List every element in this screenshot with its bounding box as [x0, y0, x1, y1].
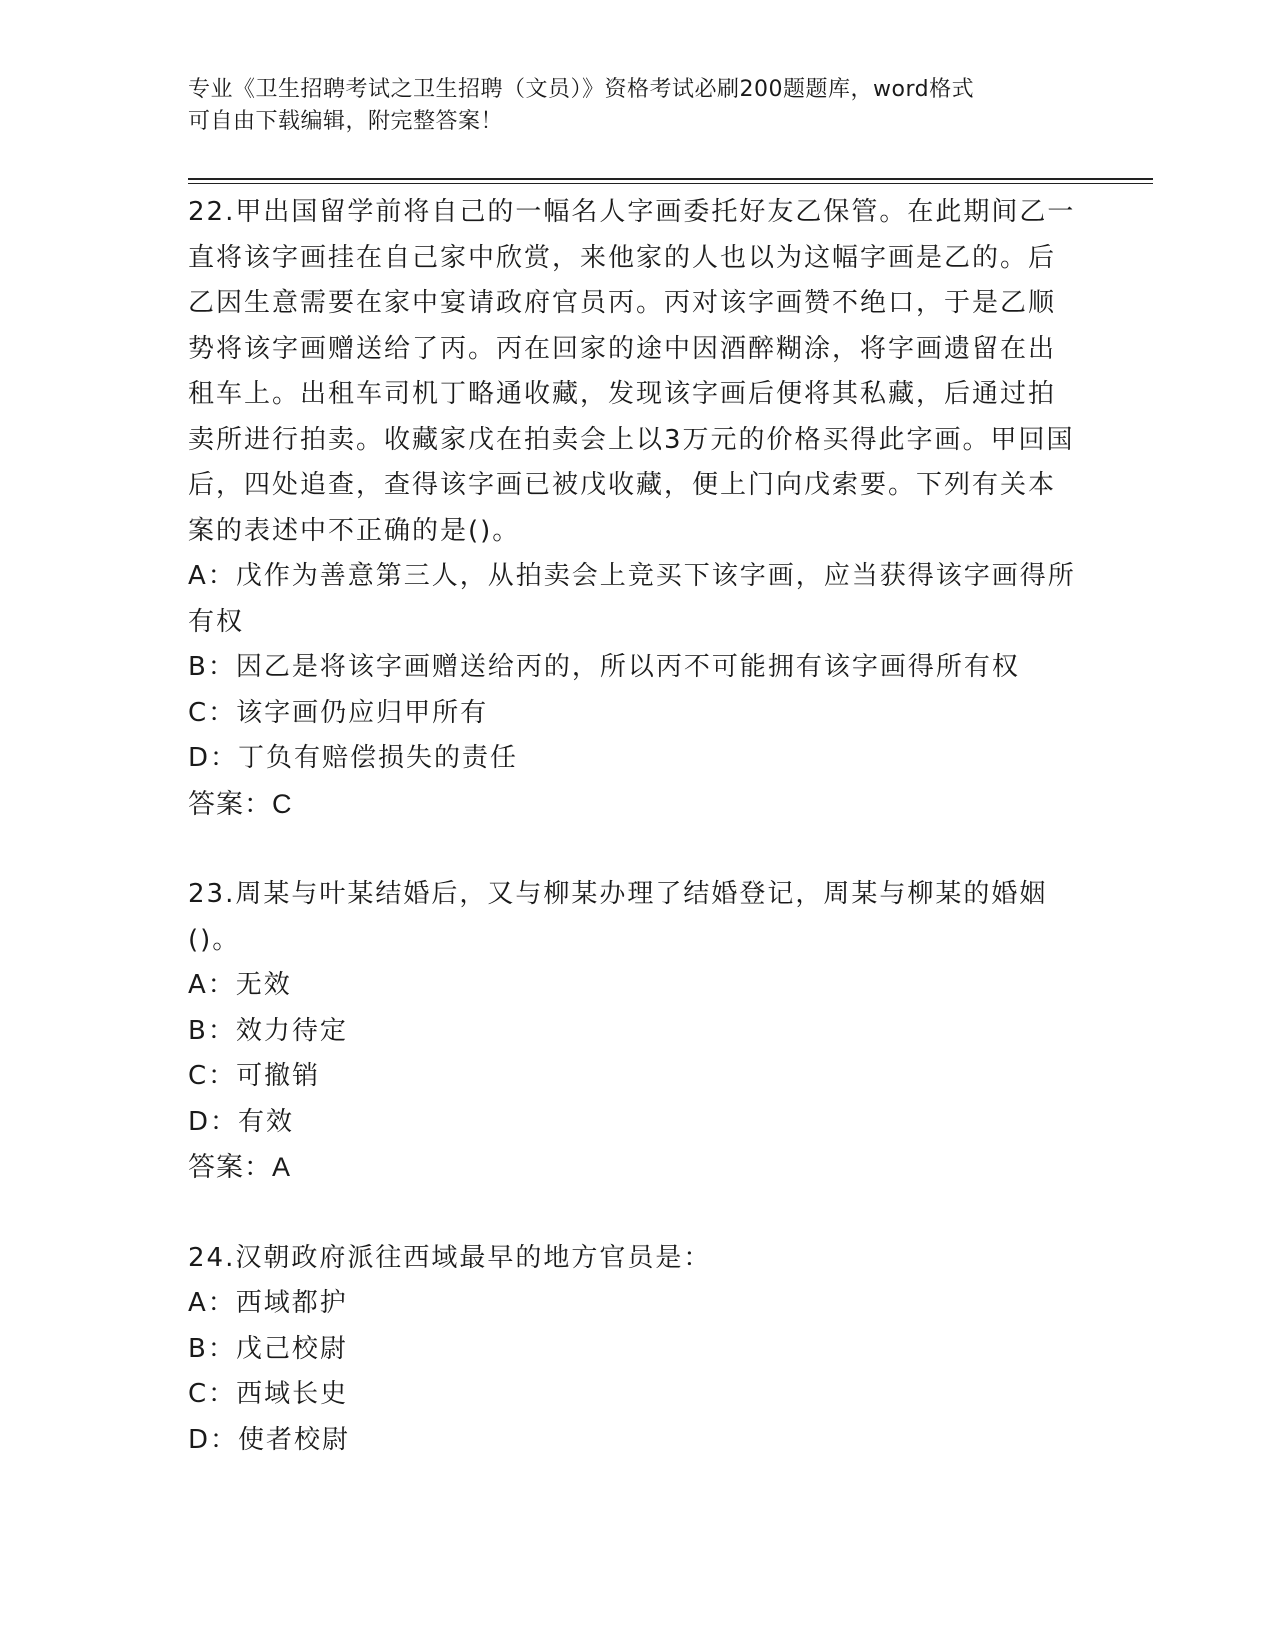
answer-label: 答案：A — [188, 1152, 292, 1182]
header-rule-thick — [188, 178, 1153, 180]
header-line-1: 专业《卫生招聘考试之卫生招聘（文员）》资格考试必刷200题题库，word格式 — [188, 77, 975, 102]
option-c: C：该字画仍应归甲所有 — [188, 697, 489, 728]
option-c: C：可撤销 — [188, 1061, 321, 1091]
option-b: B：效力待定 — [188, 1015, 348, 1046]
question-23 — [188, 872, 1078, 1191]
option-a: A：戊作为善意第三人，从拍卖会上竞买下该字画，应当获得该字画得所有权 — [188, 561, 1076, 637]
question-stem: 24.汉朝政府派往西域最早的地方官员是： — [188, 1242, 712, 1273]
answer-label: 答案：C — [188, 788, 293, 819]
option-b: B：因乙是将该字画赠送给丙的，所以丙不可能拥有该字画得所有权 — [188, 652, 1020, 682]
header-rule-thin — [188, 183, 1153, 184]
question-stem: 22.甲出国留学前将自己的一幅名人字画委托好友乙保管。在此期间乙一直将该字画挂在自己家中欣赏，来他家的人也以为这幅字画是乙的。后乙因生意需要在家中宴请政府官员丙。丙对该字画赞不绝口，于是乙顺势将该字画赠送给了丙。丙在回家的途中因酒醉糊涂，将字画遗留在出租车上。出租车司机丁略通收藏，发现该字画后便将其私藏，后通过拍卖所进行拍卖。收藏家戊在拍卖会上以3万元的价格买得此字画。甲回国后，四处追查，查得该字画已被戊收藏，便上门向戊索要。下列有关本案的表述中不正确的是()。 — [188, 197, 1076, 546]
option-c: C：西域长史 — [188, 1379, 349, 1409]
option-b: B：戊己校尉 — [188, 1333, 348, 1364]
option-d: D：使者校尉 — [188, 1424, 351, 1455]
option-a: A：西域都护 — [188, 1288, 348, 1318]
option-d: D：丁负有赔偿损失的责任 — [188, 743, 519, 773]
question-22 — [188, 190, 1078, 827]
option-d: D：有效 — [188, 1106, 295, 1137]
question-stem: 23.周某与叶某结婚后，又与柳某办理了结婚登记，周某与柳某的婚姻()。 — [188, 879, 1048, 955]
header-line-2: 可自由下载编辑，附完整答案！ — [188, 109, 504, 134]
question-24 — [188, 1236, 1078, 1464]
option-a: A：无效 — [188, 970, 292, 1000]
document-header — [188, 74, 1088, 138]
question-list — [188, 190, 1078, 1508]
